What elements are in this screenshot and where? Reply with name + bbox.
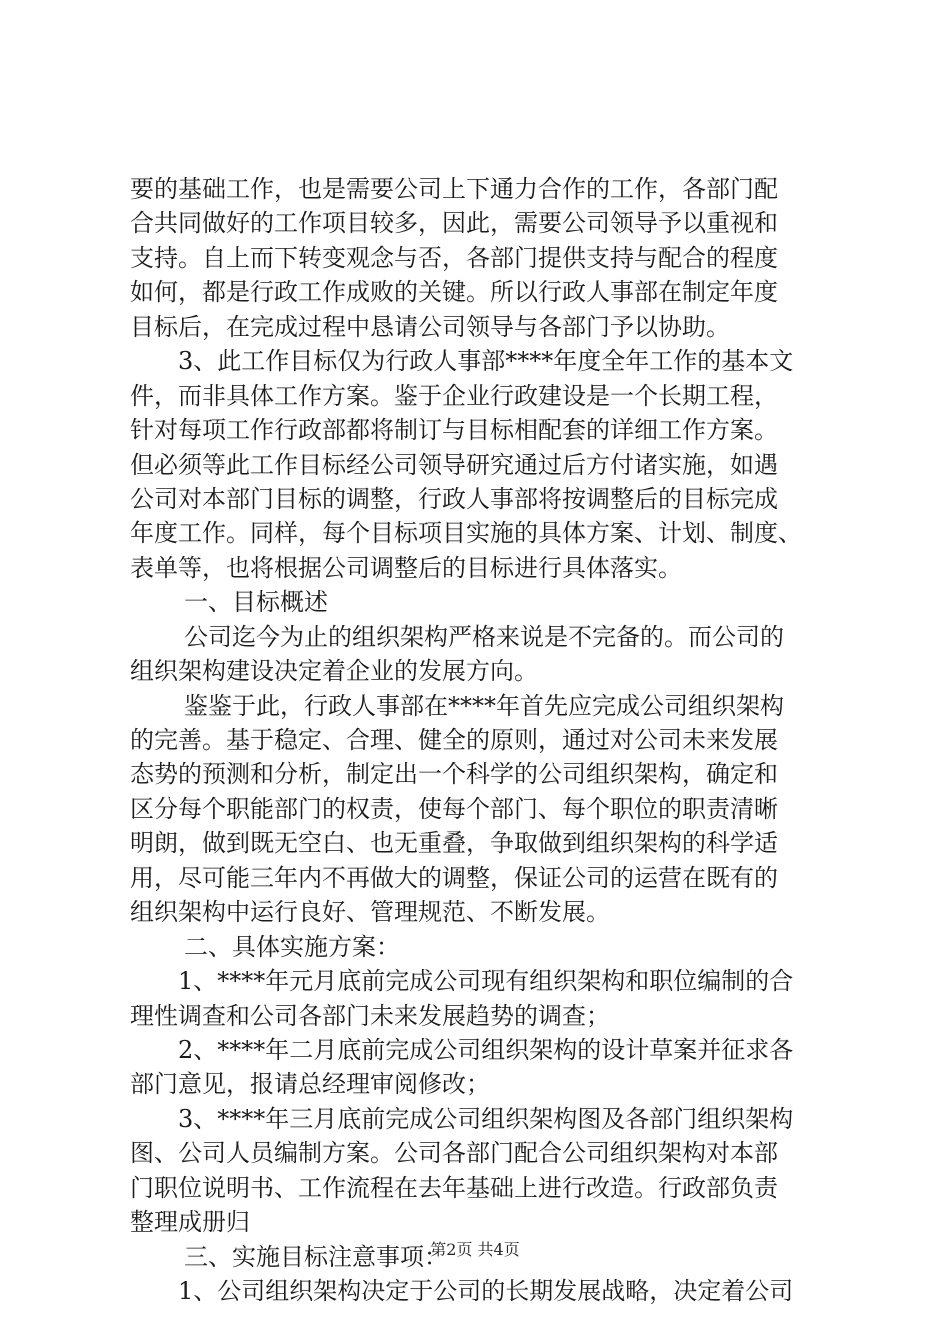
text-line: 态势的预测和分析，制定出一个科学的公司组织架构，确定和: [130, 760, 778, 789]
text-line: 门职位说明书、工作流程在去年基础上进行改造。行政部负责: [130, 1173, 778, 1202]
text-line: 目标后，在完成过程中恳请公司领导与各部门予以协助。: [130, 312, 730, 341]
text-line: 一、目标概述: [184, 588, 328, 617]
text-line: 区分每个职能部门的权责，使每个部门、每个职位的职责清晰: [130, 794, 778, 823]
text-line: 组织架构中运行良好、管理规范、不断发展。: [130, 898, 610, 927]
text-line: 3、此工作目标仅为行政人事部****年度全年工作的基本文: [178, 347, 794, 376]
text-line: 如何，都是行政工作成败的关键。所以行政人事部在制定年度: [130, 278, 778, 307]
text-line: 针对每项工作行政部都将制订与目标相配套的详细工作方案。: [130, 416, 778, 445]
text-line: 表单等，也将根据公司调整后的目标进行具体落实。: [130, 553, 682, 582]
document-body: [130, 172, 850, 1308]
text-line: 1、公司组织架构决定于公司的长期发展战略，决定着公司: [178, 1277, 794, 1305]
text-line: 部门意见，报请总经理审阅修改；: [130, 1070, 490, 1099]
text-line: 2、****年二月底前完成公司组织架构的设计草案并征求各: [178, 1035, 794, 1064]
text-line: 年度工作。同样，每个目标项目实施的具体方案、计划、制度、: [130, 519, 802, 548]
text-line: 但必须等此工作目标经公司领导研究通过后方付诸实施，如遇: [130, 450, 778, 479]
text-line: 合共同做好的工作项目较多，因此，需要公司领导予以重视和: [130, 209, 778, 238]
page-footer: 第2页 共4页: [430, 1240, 520, 1259]
text-line: 公司对本部门目标的调整，行政人事部将按调整后的目标完成: [130, 484, 778, 513]
text-line: 三、实施目标注意事项：: [184, 1242, 448, 1271]
text-line: 理性调查和公司各部门未来发展趋势的调查；: [130, 1001, 610, 1030]
text-line: 明朗，做到既无空白、也无重叠，争取做到组织架构的科学适: [130, 829, 778, 858]
text-line: 支持。自上而下转变观念与否，各部门提供支持与配合的程度: [130, 243, 778, 272]
text-line: 的完善。基于稳定、合理、健全的原则，通过对公司未来发展: [130, 726, 778, 754]
text-line: 组织架构建设决定着企业的发展方向。: [130, 657, 538, 686]
text-line: 公司迄今为止的组织架构严格来说是不完备的。而公司的: [184, 622, 784, 651]
text-line: 用，尽可能三年内不再做大的调整，保证公司的运营在既有的: [130, 863, 778, 892]
text-line: 要的基础工作，也是需要公司上下通力合作的工作，各部门配: [130, 175, 778, 203]
text-line: 二、具体实施方案：: [184, 932, 400, 961]
text-line: 1、****年元月底前完成公司现有组织架构和职位编制的合: [178, 967, 794, 996]
text-line: 图、公司人员编制方案。公司各部门配合公司组织架构对本部: [130, 1139, 778, 1168]
text-line: 整理成册归: [130, 1208, 250, 1237]
text-line: 鉴鉴于此，行政人事部在****年首先应完成公司组织架构: [184, 691, 784, 720]
text-line: 件，而非具体工作方案。鉴于企业行政建设是一个长期工程，: [130, 381, 778, 410]
text-line: 3、****年三月底前完成公司组织架构图及各部门组织架构: [178, 1104, 794, 1133]
